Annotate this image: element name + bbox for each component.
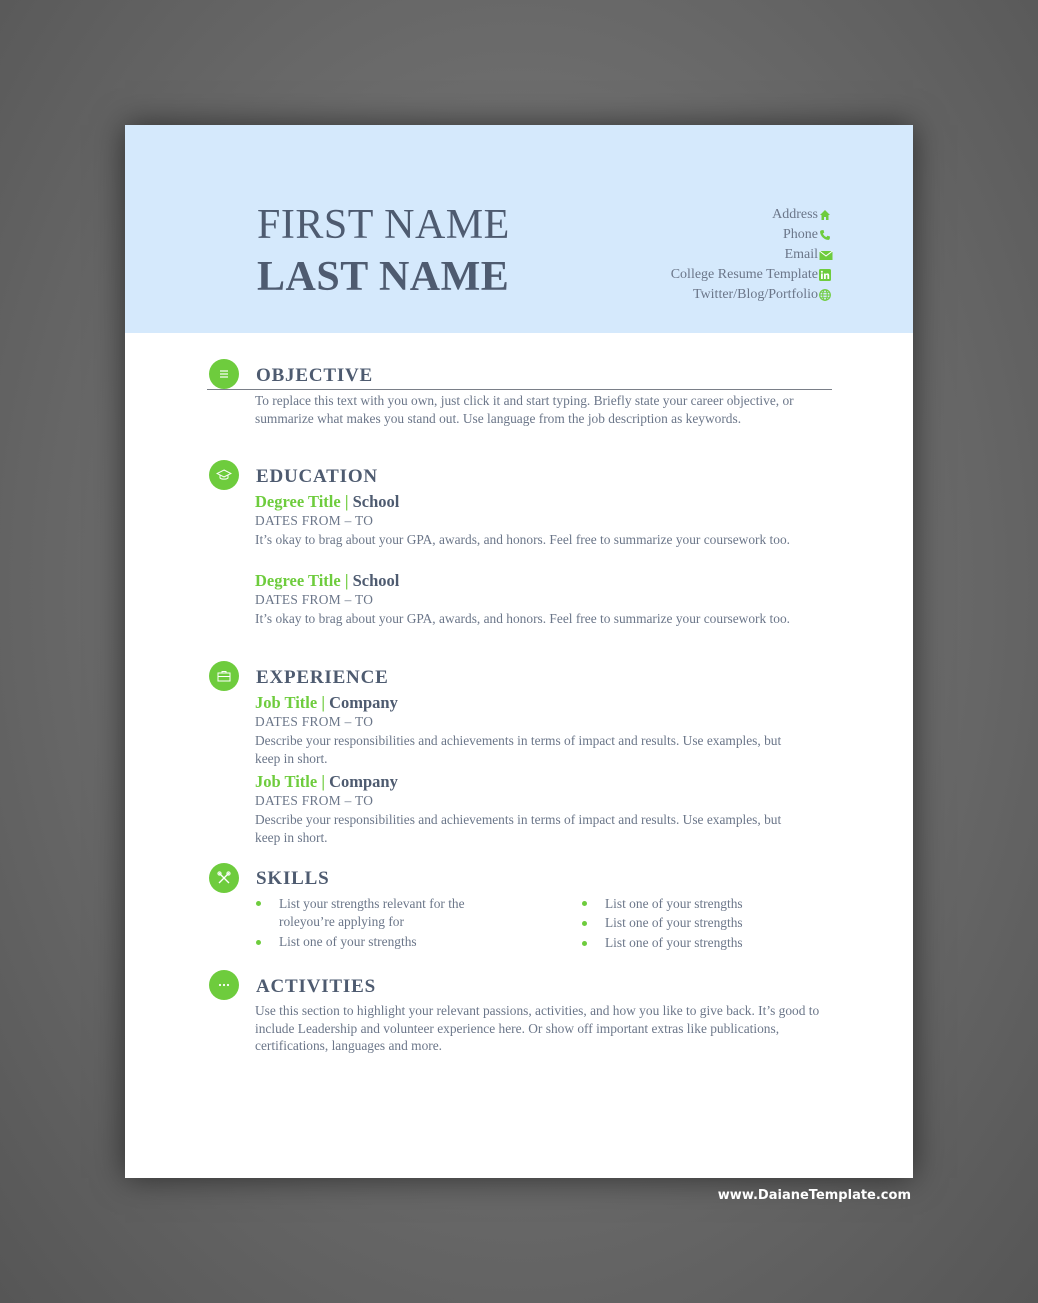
more-icon	[209, 970, 239, 1000]
activities-title: ACTIVITIES	[256, 976, 376, 997]
activities-text: Use this section to highlight your relevant passions, activities, and how you like to give back. It’s good to include Leadership and volunteer experience here. Or show off important extras like publications, certifications, languages and more.	[255, 1003, 820, 1053]
experience-entry-title	[255, 772, 398, 792]
education-title: EDUCATION	[256, 466, 378, 487]
education-entry-title	[255, 571, 399, 591]
skill-item: List one of your strengths	[605, 935, 743, 950]
objective-title: OBJECTIVE	[256, 365, 374, 386]
education-text: It’s okay to brag about your GPA, awards, and honors. Feel free to summarize your coursework too.	[255, 532, 791, 547]
experience-text: Describe your responsibilities and achievements in terms of impact and results. Use examples, but keep in short.	[255, 812, 782, 845]
last-name: LAST NAME	[257, 254, 510, 300]
skill-item: List your strengths relevant for the roleyou’re applying for	[279, 896, 465, 929]
bullet-marker	[256, 940, 261, 945]
degree-title: Degree Title	[255, 492, 341, 511]
company-name: Company	[329, 772, 398, 791]
tools-icon	[209, 863, 239, 893]
contact-web-label: Twitter/Blog/Portfolio	[692, 287, 818, 302]
contact-email-label: Email	[784, 247, 818, 262]
job-title: Job Title	[255, 693, 318, 712]
email-icon	[819, 249, 831, 261]
first-name: FIRST NAME	[257, 202, 510, 248]
contact-phone	[671, 225, 831, 245]
resume-header	[125, 125, 913, 333]
title-separator: |	[317, 772, 330, 791]
school-name: School	[352, 571, 400, 590]
title-separator: |	[340, 571, 353, 590]
bullet-marker	[582, 941, 587, 946]
contact-phone-label: Phone	[783, 227, 818, 242]
education-dates: DATES FROM – TO	[255, 513, 374, 528]
contact-address-label: Address	[772, 207, 818, 222]
bullet-marker	[582, 901, 587, 906]
education-dates: DATES FROM – TO	[255, 592, 374, 607]
website-url: www.DaianeTemplate.com	[717, 1188, 911, 1203]
graduation-cap-icon	[209, 460, 239, 490]
resume-page	[125, 125, 913, 1178]
experience-entry-title	[255, 693, 398, 713]
bullet-marker	[256, 901, 261, 906]
job-title: Job Title	[255, 772, 318, 791]
title-separator: |	[340, 492, 353, 511]
degree-title: Degree Title	[255, 571, 341, 590]
experience-text: Describe your responsibilities and achievements in terms of impact and results. Use examples, but keep in short.	[255, 733, 782, 766]
skill-item: List one of your strengths	[605, 915, 743, 930]
title-separator: |	[317, 693, 330, 712]
skill-item: List one of your strengths	[279, 934, 417, 949]
education-entry-title	[255, 492, 399, 512]
experience-dates: DATES FROM – TO	[255, 714, 374, 729]
objective-text: To replace this text with you own, just click it and start typing. Briefly state your career objective, or summarize what makes you stand out. Use language from the job description as keywords.	[255, 393, 794, 426]
contact-linkedin-label: College Resume Template	[670, 267, 818, 282]
list-icon	[209, 359, 239, 389]
phone-icon	[819, 229, 831, 241]
contact-email	[671, 245, 831, 265]
contact-block	[671, 205, 831, 305]
school-name: School	[352, 492, 400, 511]
experience-title: EXPERIENCE	[256, 667, 389, 688]
experience-dates: DATES FROM – TO	[255, 793, 374, 808]
education-text: It’s okay to brag about your GPA, awards, and honors. Feel free to summarize your coursework too.	[255, 611, 791, 626]
home-icon	[819, 209, 831, 221]
skills-title: SKILLS	[256, 868, 330, 889]
contact-web	[671, 285, 831, 305]
company-name: Company	[329, 693, 398, 712]
contact-address	[671, 205, 831, 225]
linkedin-icon	[819, 269, 831, 281]
briefcase-icon	[209, 661, 239, 691]
contact-linkedin	[671, 265, 831, 285]
bullet-marker	[582, 921, 587, 926]
skill-item: List one of your strengths	[605, 896, 743, 911]
objective-divider	[207, 389, 832, 390]
globe-icon	[819, 289, 831, 301]
